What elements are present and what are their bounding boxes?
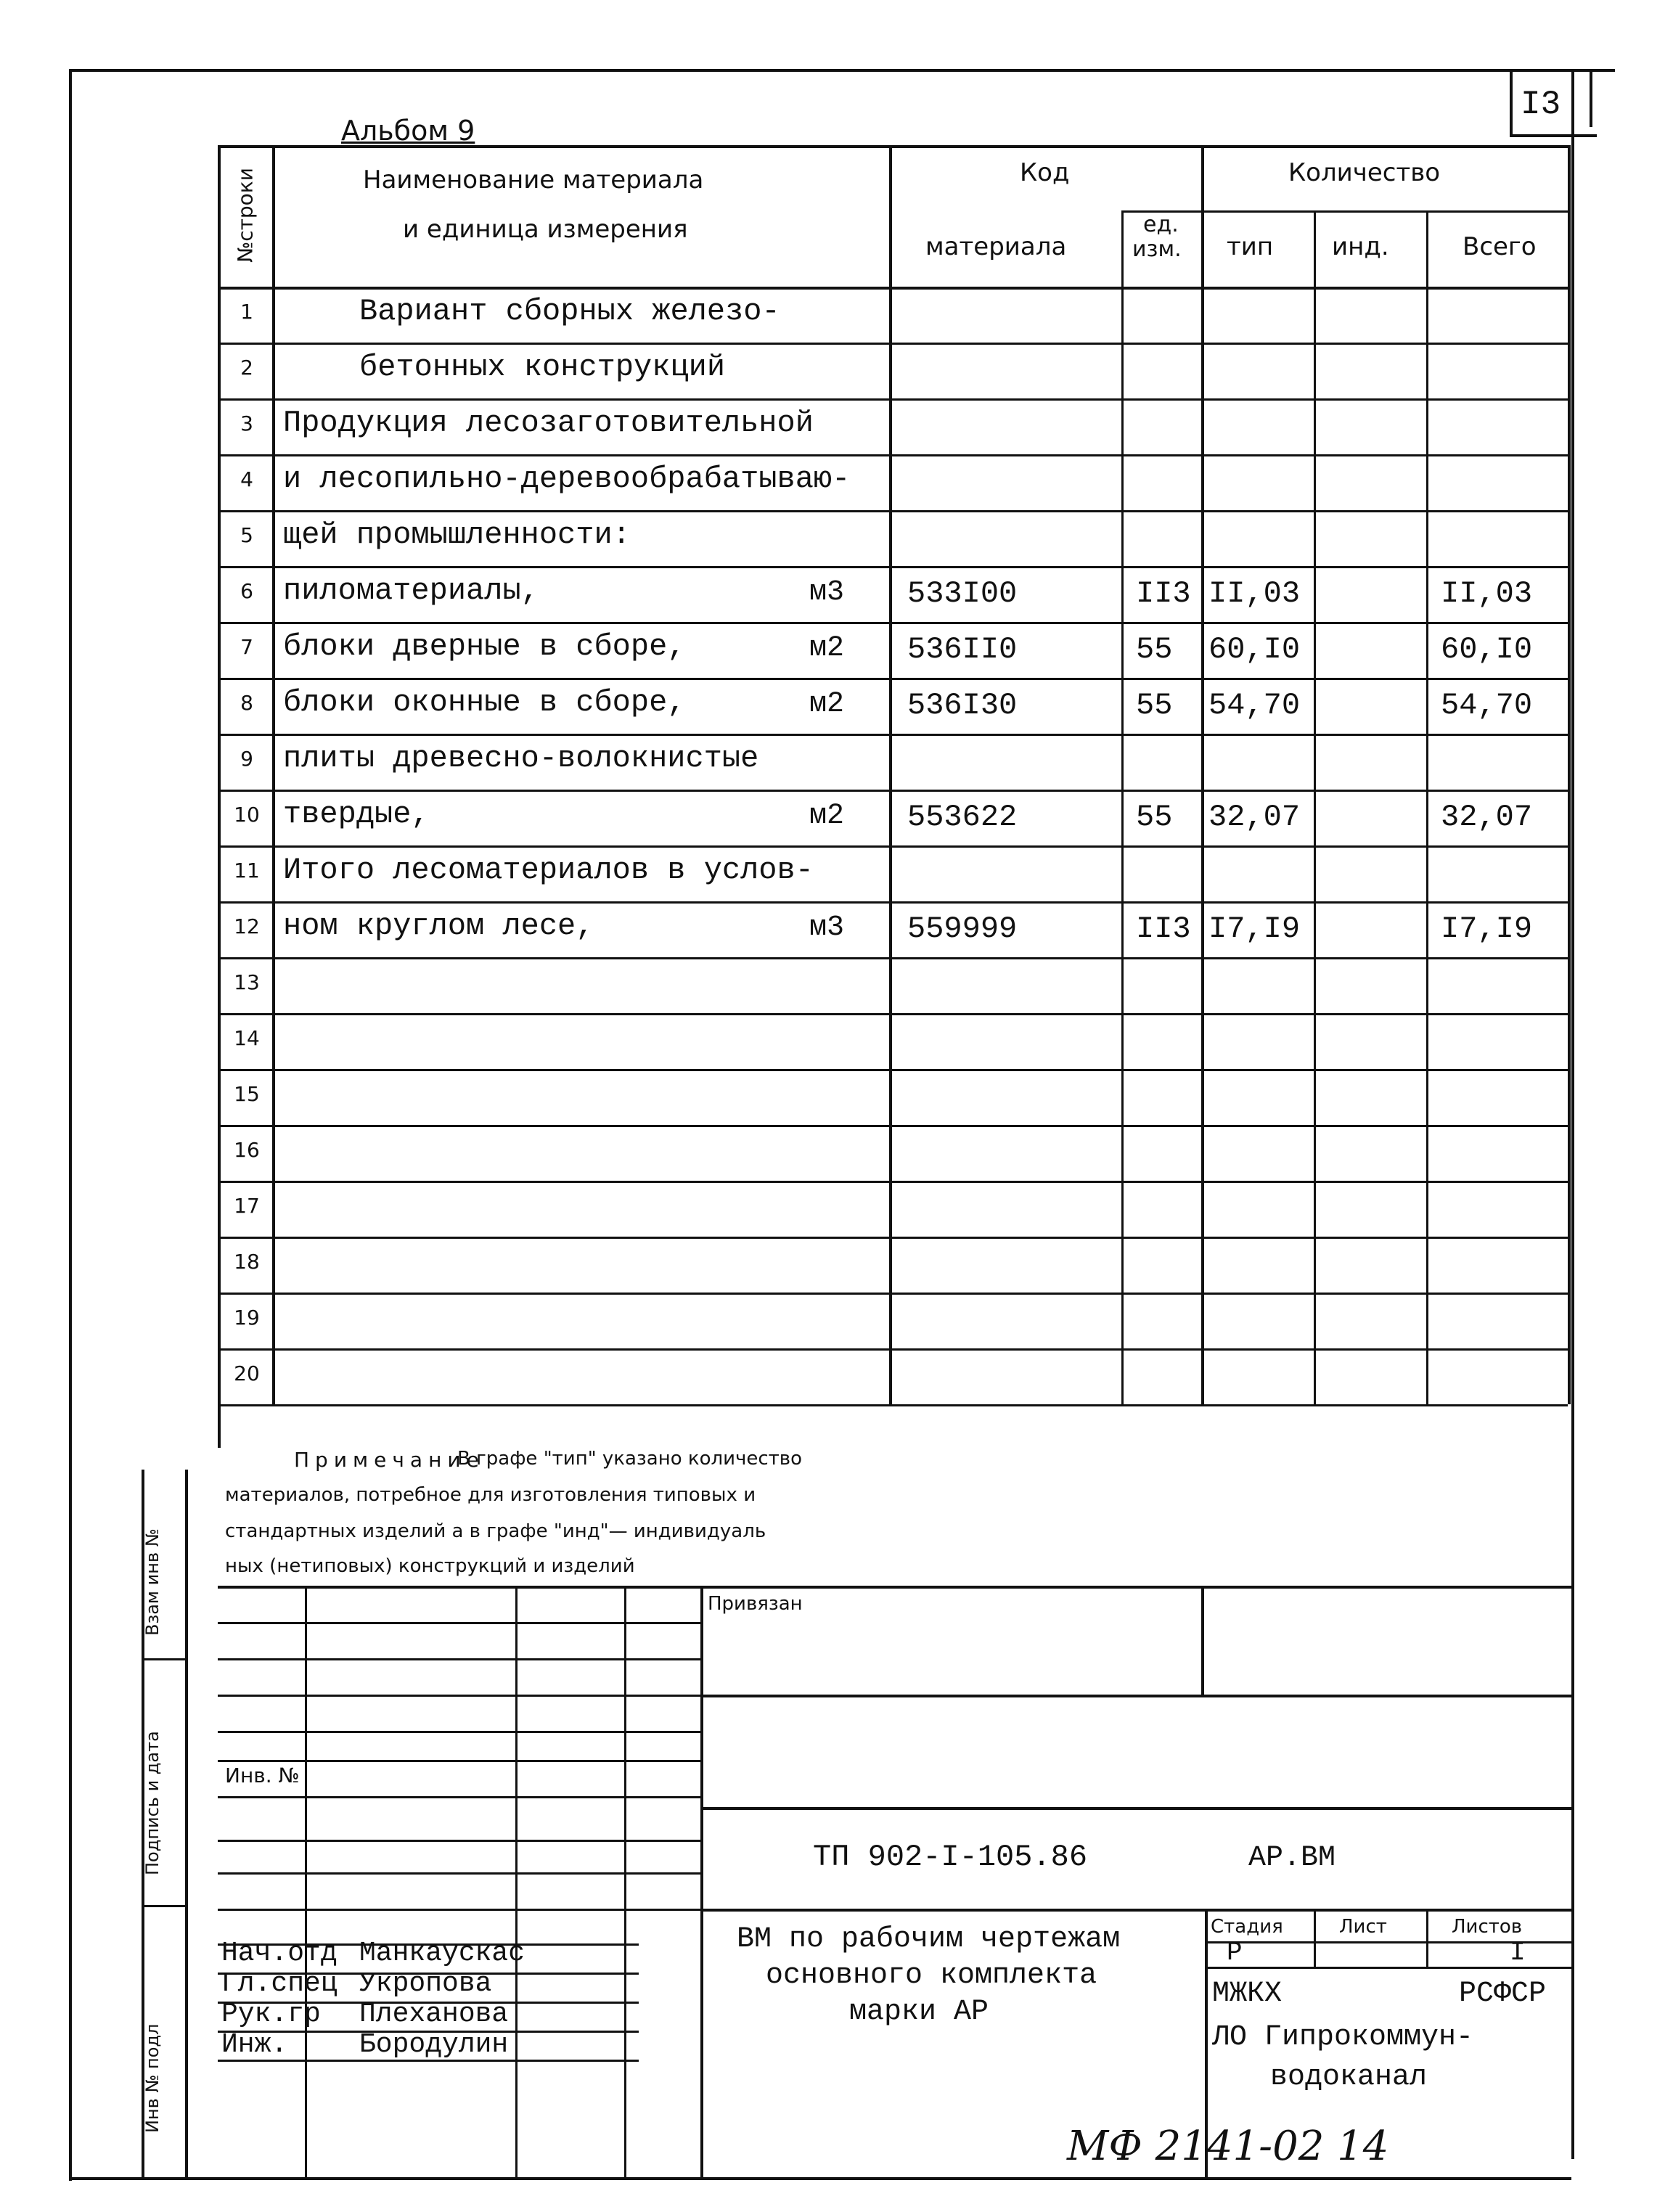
row-number: 5 [240, 523, 253, 547]
note-line2: материалов, потребное для изготовления типовых и [225, 1484, 756, 1506]
sheet-label: Лист [1339, 1916, 1387, 1938]
row-number: 19 [234, 1306, 260, 1330]
row-separator [218, 1237, 1568, 1239]
row-number: 17 [234, 1194, 260, 1218]
row-material-code: 536II0 [907, 632, 1018, 667]
org-mzhkh: МЖКХ [1212, 1978, 1283, 2010]
row-material-name: Вариант сборных железо- [359, 294, 780, 329]
frame-bottom [69, 2177, 1571, 2180]
row-separator [218, 398, 1568, 401]
note-line4: ных (нетиповых) конструкций и изделий [225, 1555, 635, 1577]
frame-right [1571, 69, 1574, 2159]
stamp-divider [700, 1586, 703, 2177]
row-separator [218, 1125, 1568, 1127]
label-vzam: Взам инв № [142, 1528, 163, 1636]
note-title: Примечание [294, 1448, 485, 1472]
row-separator [218, 678, 1568, 680]
org-line2: ЛО Гипрокоммун- [1212, 2021, 1474, 2054]
unit-header-2: изм. [1132, 237, 1182, 262]
stamp-grid-row [218, 1658, 700, 1660]
signer-name: Манкаускас [359, 1938, 525, 1969]
row-number: 13 [234, 970, 260, 994]
album-label: Альбом 9 [341, 115, 475, 147]
row-number: 10 [234, 803, 260, 827]
signer-name: Плеханова [359, 1999, 509, 2030]
row-separator [218, 454, 1568, 456]
col-total-left [1426, 210, 1428, 1404]
row-unit-text: м2 [809, 688, 845, 721]
doc-mark: АР.ВМ [1248, 1842, 1336, 1875]
stamp-grid-col [515, 1586, 518, 2177]
row-material-name: Итого лесоматериалов в услов- [283, 853, 814, 888]
col-name-left [272, 145, 275, 1404]
row-material-name: пиломатериалы, [283, 573, 539, 608]
stage-value: Р [1227, 1938, 1243, 1967]
row-material-code: 559999 [907, 912, 1018, 946]
row-separator [218, 957, 1568, 959]
code-header: Код [1020, 158, 1070, 187]
row-unit-text: м3 [809, 576, 845, 609]
label-podpis: Подпись и дата [142, 1731, 163, 1875]
row-material-code: 536I30 [907, 688, 1018, 723]
table-left [218, 145, 221, 1448]
stamp-grid-row [218, 1731, 700, 1733]
col-qty-left [1201, 145, 1204, 1404]
row-number: 8 [240, 691, 253, 715]
strip-line-2 [185, 1470, 188, 2177]
stamp-grid-row [218, 1760, 700, 1762]
title-line1: ВМ по рабочим чертежам [737, 1923, 1121, 1956]
row-material-name: Продукция лесозаготовительной [283, 406, 814, 441]
row-separator [218, 845, 1568, 848]
strip-sep-1 [142, 1658, 187, 1660]
row-qty-total: 54,70 [1441, 688, 1533, 723]
row-number: 4 [240, 467, 253, 491]
frame-top [69, 69, 1615, 72]
frame-right-top [1590, 69, 1592, 127]
material-header: материала [925, 232, 1067, 261]
row-qty-type: I7,I9 [1208, 912, 1301, 946]
row-separator [218, 901, 1568, 904]
row-number: 12 [234, 914, 260, 938]
signer-role: Инж. [221, 2029, 288, 2060]
table-top [218, 145, 1568, 148]
row-number: 14 [234, 1026, 260, 1050]
title-line2: основного комплекта [766, 1959, 1097, 1992]
doc-code: ТП 902-I-105.86 [813, 1840, 1088, 1875]
row-unit-code: II3 [1136, 576, 1191, 611]
name-header-line2: и единица измерения [403, 215, 688, 244]
sheet-box-left [1510, 69, 1513, 136]
stamp-grid-row [218, 1796, 700, 1798]
label-inv: Инв № подл [142, 2023, 163, 2133]
row-unit-text: м2 [809, 800, 845, 832]
row-qty-type: II,03 [1208, 576, 1301, 611]
header-bottom [218, 287, 1568, 290]
table-right [1568, 145, 1571, 1404]
privyazan-label: Привязан [708, 1593, 803, 1615]
col-ind-left [1314, 210, 1316, 1404]
row-qty-type: 32,07 [1208, 800, 1301, 835]
stamp-grid-row [218, 1872, 700, 1875]
stamp-grid-row [218, 1909, 700, 1911]
row-material-name: ном круглом лесе, [283, 909, 594, 943]
stage-sep-2 [1426, 1909, 1428, 1967]
row-number: 7 [240, 635, 253, 659]
title-line3: марки АР [849, 1996, 989, 2028]
row-separator [218, 734, 1568, 736]
row-material-code: 553622 [907, 800, 1018, 835]
row-material-name: щей промышленности: [283, 517, 631, 552]
row-unit-code: 55 [1136, 688, 1173, 723]
row-separator [218, 1069, 1568, 1071]
row-material-name: твердые, [283, 797, 430, 832]
stage-label: Стадия [1211, 1916, 1283, 1938]
row-separator [218, 622, 1568, 624]
row-material-name: плиты древесно-волокнистые [283, 741, 759, 776]
row-qty-total: 32,07 [1441, 800, 1533, 835]
sheet-number: I3 [1521, 86, 1561, 123]
stamp-grid-row [218, 1695, 700, 1697]
note-line3: стандартных изделий а в графе "инд"— индивидуаль [225, 1520, 766, 1542]
sheet-box-bottom [1510, 134, 1597, 137]
row-material-name: блоки оконные в сборе, [283, 685, 686, 720]
row-material-code: 533I00 [907, 576, 1018, 611]
sheets-label: Листов [1452, 1916, 1523, 1938]
row-number: 18 [234, 1250, 260, 1274]
col-code-left [889, 145, 892, 1404]
row-separator [218, 1404, 1568, 1406]
name-header-line1: Наименование материала [363, 165, 704, 194]
row-number: 20 [234, 1361, 260, 1385]
total-header: Всего [1463, 232, 1537, 261]
note-line1: В графе "тип" указано количество [457, 1448, 803, 1470]
signer-role: Нач.отд [221, 1938, 338, 1969]
row-number: 3 [240, 411, 253, 435]
row-number: 15 [234, 1082, 260, 1106]
stage-sep-1 [1314, 1909, 1316, 1967]
row-number: 9 [240, 747, 253, 771]
row-separator [218, 1348, 1568, 1351]
frame-left [69, 69, 72, 2181]
header-split [1121, 210, 1568, 213]
row-material-name: блоки дверные в сборе, [283, 629, 686, 664]
row-number: 16 [234, 1138, 260, 1162]
unit-header-1: ед. [1143, 212, 1179, 237]
row-qty-total: II,03 [1441, 576, 1533, 611]
org-rsfsr: РСФСР [1459, 1978, 1547, 2010]
row-separator [218, 1013, 1568, 1015]
row-separator [218, 1293, 1568, 1295]
stamp-grid-col [624, 1586, 626, 2177]
row-number: 1 [240, 300, 253, 324]
col-unit-left [1121, 210, 1124, 1404]
stamp-grid-col [305, 1586, 307, 2177]
row-number-header: №строки [233, 168, 258, 263]
signer-name: Бородулин [359, 2029, 509, 2060]
row-unit-text: м2 [809, 632, 845, 665]
row-qty-total: I7,I9 [1441, 912, 1533, 946]
stamp-grid-row [218, 1622, 700, 1624]
row-number: 6 [240, 579, 253, 603]
type-header: тип [1227, 232, 1274, 261]
strip-sep-2 [142, 1905, 187, 1907]
code-top [700, 1807, 1571, 1810]
row-unit-code: 55 [1136, 632, 1173, 667]
row-number: 2 [240, 356, 253, 380]
quantity-header: Количество [1288, 158, 1441, 187]
row-material-name: и лесопильно-деревообрабатываю- [283, 462, 851, 496]
sheets-value: I [1510, 1938, 1526, 1967]
row-separator [218, 790, 1568, 792]
row-separator [218, 343, 1568, 345]
row-separator [218, 1181, 1568, 1183]
code-bottom [700, 1909, 1571, 1912]
row-unit-code: II3 [1136, 912, 1191, 946]
row-number: 11 [234, 859, 260, 882]
org-line3: водоканал [1270, 2061, 1428, 2094]
privyazan-bottom [700, 1695, 1571, 1697]
signer-name: Укропова [359, 1968, 492, 1999]
row-unit-code: 55 [1136, 800, 1173, 835]
row-separator [218, 566, 1568, 568]
row-qty-type: 54,70 [1208, 688, 1301, 723]
row-unit-text: м3 [809, 912, 845, 944]
row-material-name: бетонных конструкций [359, 350, 726, 385]
signer-role: Гл.спец [221, 1968, 338, 1999]
inv-no-label: Инв. № [225, 1764, 300, 1787]
ind-header: инд. [1332, 232, 1389, 261]
stamp-grid-row [218, 1586, 700, 1588]
privyazan-right [1201, 1586, 1204, 1695]
row-qty-type: 60,I0 [1208, 632, 1301, 667]
handwritten-archive-number: МФ 2141-02 14 [1067, 2123, 1389, 2170]
stamp-grid-row [218, 1840, 700, 1842]
row-separator [218, 510, 1568, 512]
signer-role: Рук.гр [221, 1999, 321, 2030]
row-qty-total: 60,I0 [1441, 632, 1533, 667]
